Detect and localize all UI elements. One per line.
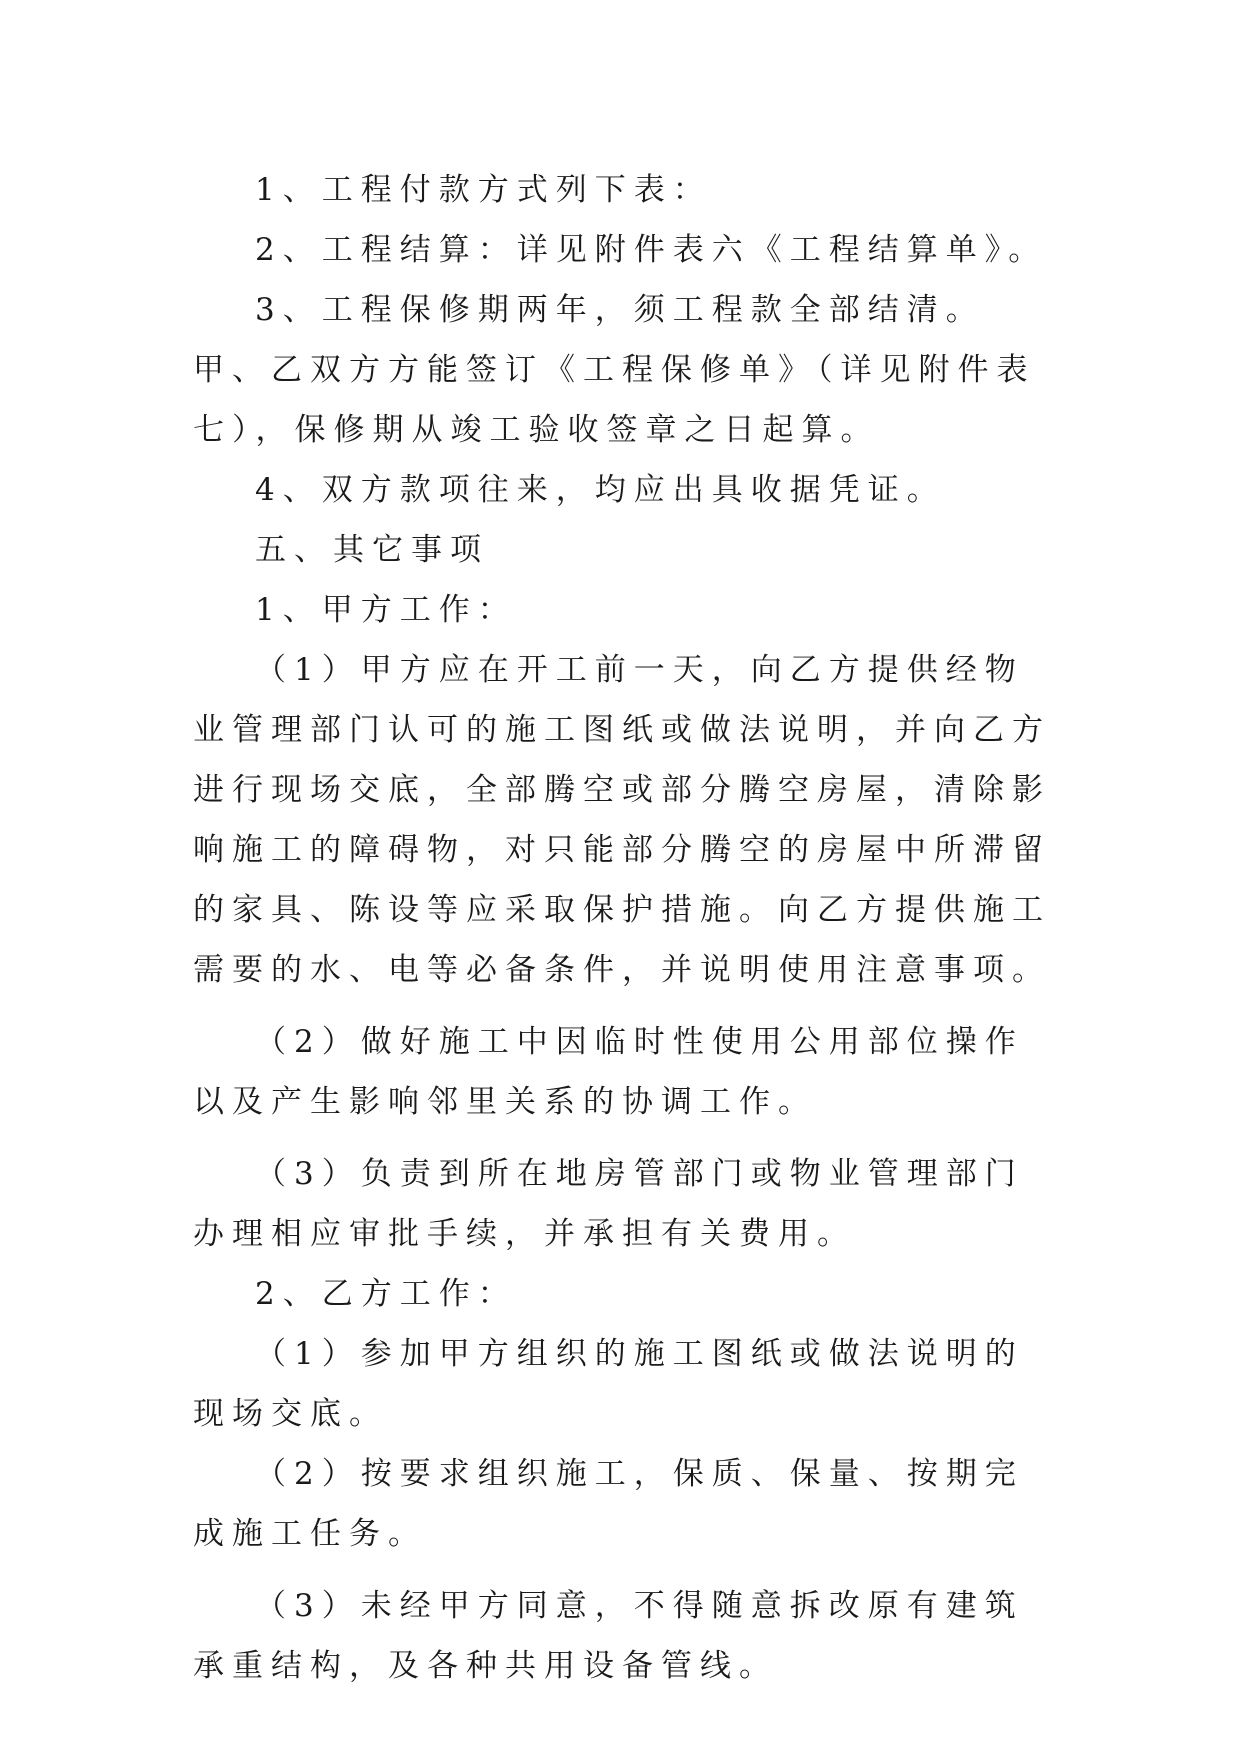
paragraph-party-a-item-1: （1）甲方应在开工前一天，向乙方提供经物业管理部门认可的施工图纸或做法说明，并向乙方进行现场交底，全部腾空或部分腾空房屋，清除影响施工的障碍物，对只能部分腾空的房屋中所滞留的家具、陈设等应采取保护措施。向乙方提供施工需要的水、电等必备条件，并说明使用注意事项。 [193,652,1051,988]
section-heading-other-matters: 五、其它事项 [255,532,489,568]
paragraph-receipts: 4、双方款项往来，均应出具收据凭证。 [255,472,946,508]
paragraph-party-b-item-3: （3）未经甲方同意，不得随意拆改原有建筑承重结构，及各种共用设备管线。 [193,1588,1024,1684]
paragraph-party-b-item-1: （1）参加甲方组织的施工图纸或做法说明的现场交底。 [193,1336,1024,1432]
document-body [193,160,1058,1696]
subheading-party-a-work: 1、甲方工作： [255,592,517,628]
paragraph-party-a-item-3: （3）负责到所在地房管部门或物业管理部门办理相应审批手续，并承担有关费用。 [193,1156,1024,1252]
paragraph-settlement: 2、工程结算：详见附件表六《工程结算单》。 [255,232,1048,268]
paragraph-party-a-item-2: （2）做好施工中因临时性使用公用部位操作以及产生影响邻里关系的协调工作。 [193,1024,1024,1120]
paragraph-payment-method: 1、工程付款方式列下表： [255,172,712,208]
subheading-party-b-work: 2、乙方工作： [255,1276,517,1312]
paragraph-warranty: 3、工程保修期两年，须工程款全部结清。甲、乙双方方能签订《工程保修单》（详见附件表七），保修期从竣工验收签章之日起算。 [193,292,1036,448]
paragraph-party-b-item-2: （2）按要求组织施工，保质、保量、按期完成施工任务。 [193,1456,1024,1552]
